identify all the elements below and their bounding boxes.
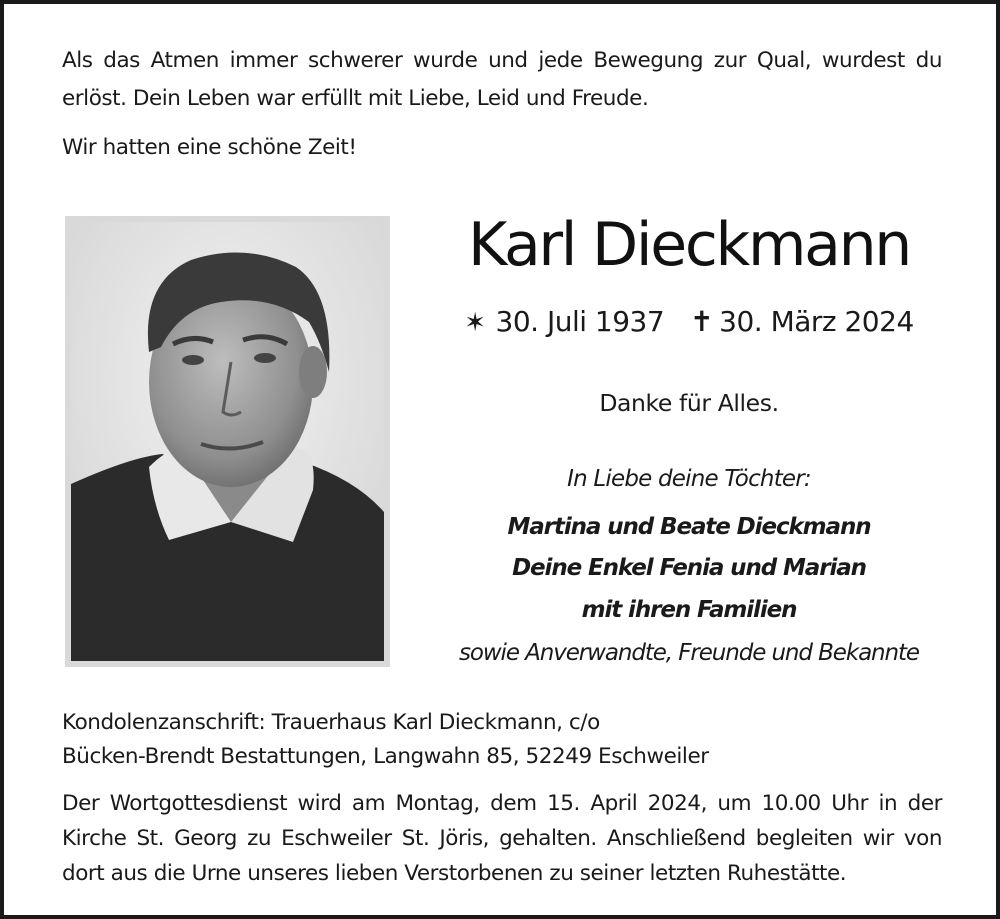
condolence-address-line2: Bücken-Brendt Bestattungen, Langwahn 85, 52249 Eschweiler [62,744,709,769]
mourners-grandchildren: Deine Enkel Fenia und Marian [512,555,866,581]
mourners-daughters: Martina und Beate Dieckmann [507,514,871,540]
cross-icon: ✝ [690,305,714,338]
mourners-families: mit ihren Familien [581,597,797,623]
deceased-name: Karl Dieckmann [467,210,911,280]
mourners-intro: In Liebe deine Töchter: [567,466,811,492]
star-icon: ✶ [464,308,486,338]
death-date: 30. März 2024 [719,305,914,338]
life-dates [404,300,974,345]
intro-text: Als das Atmen immer schwerer wurde und jede Bewegung zur Qual, wurdest du erlöst. Dein Leben war erfüllt mit Liebe, Leid und Freude. [62,48,942,111]
intro-closing: Wir hatten eine schöne Zeit! [62,135,357,160]
portrait-image [71,222,384,661]
condolence-address-line1: Kondolenzanschrift: Trauerhaus Karl Dieckmann, c/o [62,710,600,735]
birth-date: 30. Juli 1937 [495,305,665,338]
thanks-text: Danke für Alles. [599,389,779,417]
service-info: Der Wortgottesdienst wird am Montag, dem 15. April 2024, um 10.00 Uhr in der Kirche St. Georg zu Eschweiler St. Jöris, gehalten. Anschließend begleiten wir von dort aus die Urne unseres lieben Verstorbenen zu seiner letzten Ruhestätte. [62,791,942,886]
mourners-others: sowie Anverwandte, Freunde und Bekannte [458,640,919,666]
portrait-photo [65,216,390,667]
